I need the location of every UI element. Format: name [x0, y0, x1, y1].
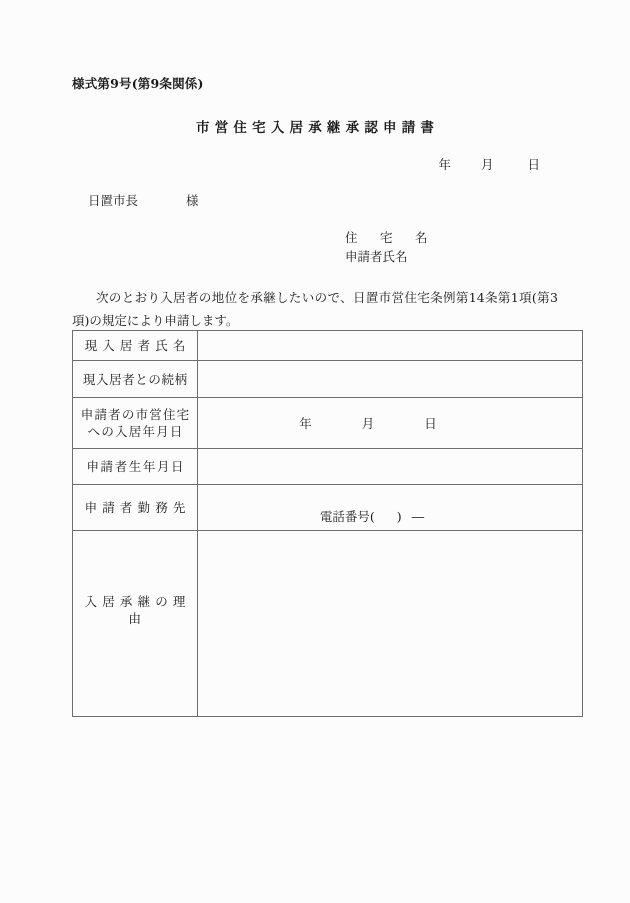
form-number: 様式第9号(第9条関係) [72, 76, 204, 91]
phone-prefix-label: 電話番号( [319, 509, 375, 524]
table-row [73, 449, 583, 485]
housing-name-label: 住 宅 名 [345, 230, 433, 245]
row-value-current-resident-name[interactable] [198, 331, 583, 361]
row-label-move-in-date [73, 398, 198, 449]
date-day-label: 日 [527, 157, 540, 172]
row-value-applicant-workplace[interactable] [198, 485, 583, 531]
move-in-month-label: 月 [361, 416, 375, 431]
table-row [73, 398, 583, 449]
table-row [73, 361, 583, 398]
row-label-move-in-date-line1: 申請者の市営住宅 [80, 407, 191, 422]
addressee-recipient: 日置市長 [88, 193, 139, 208]
date-line [0, 155, 540, 173]
body-paragraph: 次のとおり入居者の地位を承継したいので、日置市営住宅条例第14条第1項(第3項)の規定により申請します。 [72, 290, 558, 328]
row-value-relationship[interactable] [198, 361, 583, 398]
addressee [88, 191, 199, 209]
application-table [72, 330, 583, 717]
applicant-name-label: 申請者氏名 [345, 249, 408, 264]
page-title: 市営住宅入居承継承認申請書 [196, 120, 440, 136]
row-label-applicant-birthdate: 申請者生年月日 [73, 449, 198, 485]
move-in-date-fields [206, 414, 574, 432]
date-year-label: 年 [438, 157, 451, 172]
phone-number-field [206, 490, 574, 525]
table-row [73, 531, 583, 717]
row-label-move-in-date-line2: への入居年月日 [87, 424, 184, 439]
row-label-relationship: 現入居者との続柄 [73, 361, 198, 398]
phone-dash: ― [411, 509, 425, 524]
row-value-move-in-date[interactable] [198, 398, 583, 449]
date-month-label: 月 [480, 157, 494, 172]
table-row [73, 485, 583, 531]
move-in-year-label: 年 [299, 416, 312, 431]
table-row [73, 331, 583, 361]
row-value-applicant-birthdate[interactable] [198, 449, 583, 485]
row-label-current-resident-name: 現 入 居 者 氏 名 [73, 331, 198, 361]
addressee-honorific: 様 [186, 193, 199, 208]
row-value-succession-reason[interactable] [198, 531, 583, 717]
applicant-info-block [345, 228, 433, 266]
row-label-succession-reason: 入 居 承 継 の 理 由 [73, 531, 198, 717]
phone-close-paren: ) [396, 509, 402, 524]
row-label-applicant-workplace: 申 請 者 勤 務 先 [73, 485, 198, 531]
move-in-day-label: 日 [424, 416, 437, 431]
